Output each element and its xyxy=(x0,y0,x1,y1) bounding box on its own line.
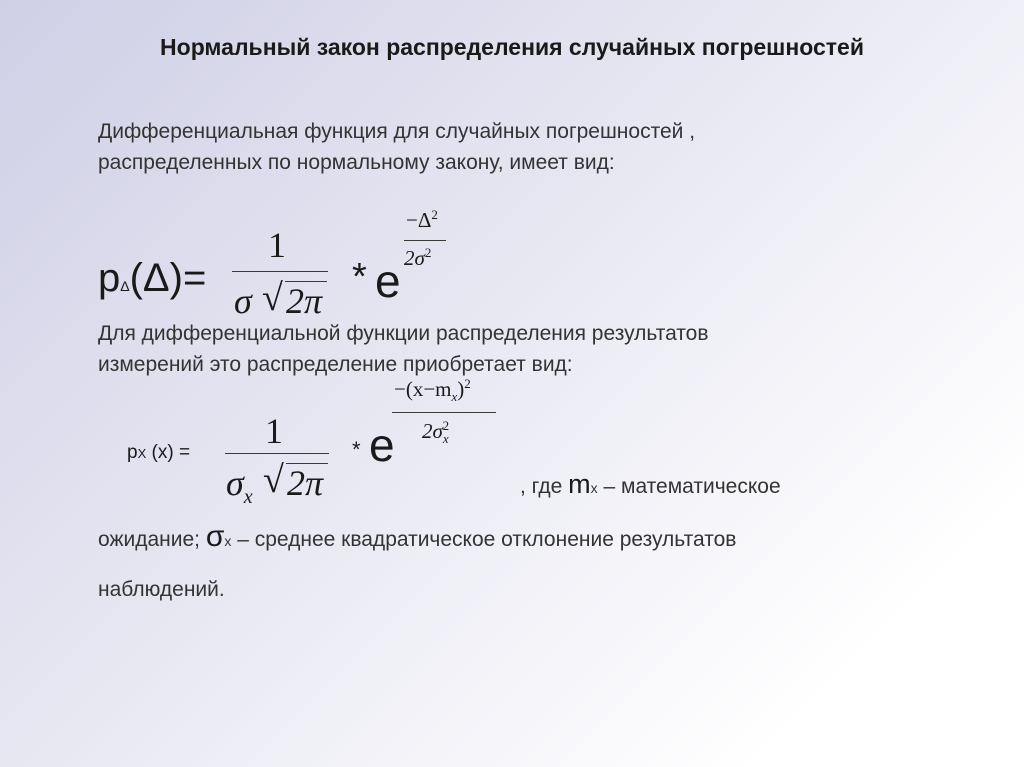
formula-2-exp-den-text: 2σ xyxy=(422,419,443,443)
formula-2-exp-num-sup: 2 xyxy=(464,376,471,391)
formula-2-lhs-sub: X xyxy=(137,446,147,461)
page-title: Нормальный закон распределения случайных погрешностей xyxy=(160,34,864,60)
formula-2-e: e xyxy=(369,419,395,471)
para2-line-1: Для дифференциальной функции распределения результатов xyxy=(98,322,709,345)
formula-2-numerator: 1 xyxy=(265,411,283,451)
para2-line-2: измерений это распределение приобретает вид: xyxy=(98,353,573,376)
formula-1-e: e xyxy=(375,255,401,307)
formula-1-lhs-rest: (Δ)= xyxy=(129,256,207,300)
formula-1-den-sigma: σ xyxy=(234,281,252,321)
formula-2-radical: √ xyxy=(263,459,284,501)
last-line: наблюдений. xyxy=(98,578,225,601)
formula-2-den-sigma-text: σ xyxy=(226,463,244,503)
formula-1-numerator: 1 xyxy=(268,225,286,265)
where-line xyxy=(520,470,781,503)
formula-1-exp-den-text: 2σ xyxy=(404,246,425,270)
formula-2-exp-denominator xyxy=(422,418,455,447)
expect-prefix: ожидание; xyxy=(98,528,206,551)
formula-1-fraction-bar xyxy=(232,271,328,272)
expectation-line xyxy=(98,522,736,556)
formula-2-den-sigma xyxy=(226,462,253,509)
formula-1-exp-num-sup: 2 xyxy=(431,207,438,222)
formula-2-exp-num-b: ) xyxy=(457,377,465,401)
formula-1-exp-denominator xyxy=(404,245,431,271)
formula-2-lhs-rest: (x) = xyxy=(146,442,191,463)
where-rest: – математическое xyxy=(597,475,781,498)
expect-sigma-sub: x xyxy=(224,533,232,549)
formula-2-exp-num-sub: x xyxy=(451,389,458,405)
formula-1-den-root: 2π xyxy=(286,281,323,321)
formula-2-exp-numerator xyxy=(394,376,471,405)
formula-1-lhs xyxy=(98,256,206,301)
formula-2-den-root: 2π xyxy=(287,463,324,503)
expect-sigma: σ xyxy=(205,520,225,553)
where-m-sub: x xyxy=(590,480,598,496)
where-prefix: , где xyxy=(520,475,569,498)
formula-2-exp-den-sup: 2 xyxy=(442,418,450,433)
intro-line-1: Дифференциальная функция для случайных погрешностей , xyxy=(98,120,696,143)
formula-1-lhs-sub: Δ xyxy=(120,278,130,294)
expect-rest: – среднее квадратическое отклонение результатов xyxy=(231,528,737,551)
formula-2-exp-bar xyxy=(392,412,496,413)
formula-2-star: * xyxy=(352,437,361,462)
formula-2-p: p xyxy=(127,442,138,463)
formula-1-radical: √ xyxy=(262,277,283,319)
intro-line-2: распределенных по нормальному закону, имеет вид: xyxy=(98,151,615,174)
formula-2-exp-den-sub: x xyxy=(442,431,449,447)
formula-1-exp-bar xyxy=(404,240,446,241)
formula-2-exp-num-a: −(x−m xyxy=(394,377,452,401)
where-m: m xyxy=(568,469,591,499)
formula-2-fraction-bar xyxy=(225,453,329,454)
formula-1-exp-den-sup: 2 xyxy=(424,245,432,260)
formula-2-den-sigma-sub: x xyxy=(243,486,253,509)
formula-1-exp-num-text: −Δ xyxy=(406,208,432,232)
formula-1-exp-numerator xyxy=(406,207,438,233)
formula-1-p: p xyxy=(98,256,121,300)
formula-1-star: * xyxy=(352,256,367,298)
formula-2-lhs xyxy=(127,442,190,464)
